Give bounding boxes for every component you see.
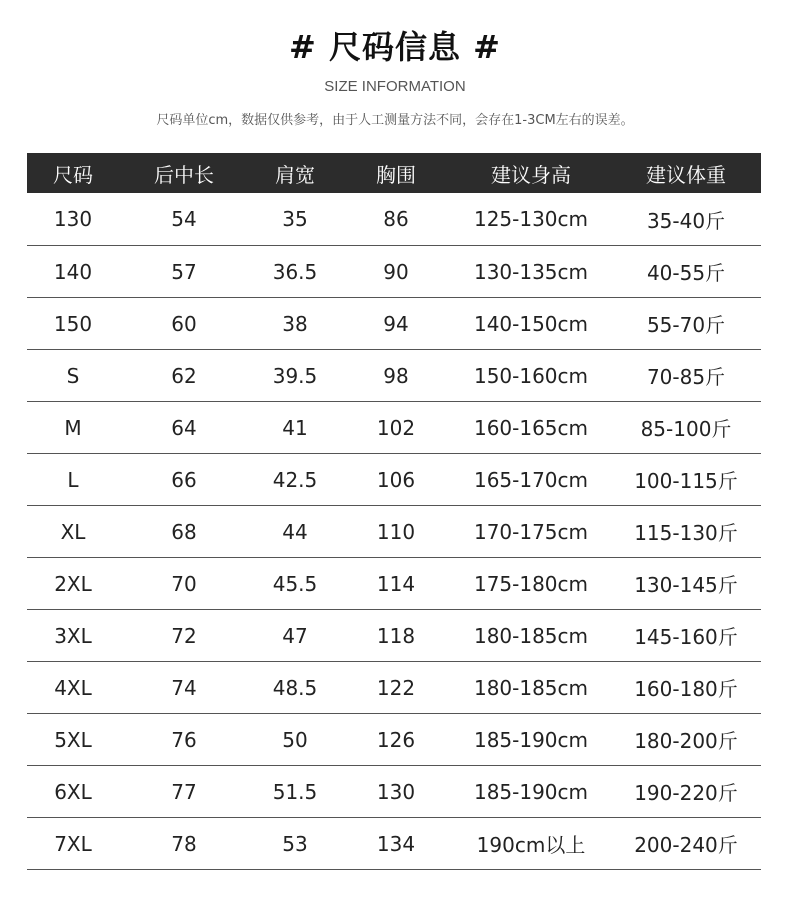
table-cell: 40-55斤: [611, 246, 761, 298]
table-cell: 110: [341, 506, 451, 558]
column-header: 建议体重: [611, 153, 761, 193]
table-cell: 60: [119, 298, 249, 350]
table-cell: 48.5: [249, 662, 341, 714]
table-cell: 2XL: [27, 558, 119, 610]
table-cell: M: [27, 402, 119, 454]
table-cell: 64: [119, 402, 249, 454]
table-cell: 118: [341, 610, 451, 662]
table-cell: 70: [119, 558, 249, 610]
table-cell: 7XL: [27, 818, 119, 870]
size-table: [27, 153, 761, 870]
table-cell: 57: [119, 246, 249, 298]
table-cell: 180-185cm: [451, 662, 611, 714]
table-cell: 45.5: [249, 558, 341, 610]
table-header-row: [27, 153, 761, 193]
table-cell: 180-185cm: [451, 610, 611, 662]
table-row: [27, 662, 761, 714]
table-row: [27, 193, 761, 246]
column-header: 尺码: [27, 153, 119, 193]
table-cell: 36.5: [249, 246, 341, 298]
table-row: [27, 818, 761, 870]
table-cell: 3XL: [27, 610, 119, 662]
table-cell: 53: [249, 818, 341, 870]
table-cell: 102: [341, 402, 451, 454]
table-row: [27, 402, 761, 454]
table-cell: 165-170cm: [451, 454, 611, 506]
page-subtitle: SIZE INFORMATION: [324, 78, 466, 95]
table-cell: 68: [119, 506, 249, 558]
table-cell: 180-200斤: [611, 714, 761, 766]
table-cell: 41: [249, 402, 341, 454]
table-cell: 72: [119, 610, 249, 662]
table-cell: 185-190cm: [451, 714, 611, 766]
table-cell: 98: [341, 350, 451, 402]
table-cell: 39.5: [249, 350, 341, 402]
table-cell: 55-70斤: [611, 298, 761, 350]
table-cell: 42.5: [249, 454, 341, 506]
table-cell: 145-160斤: [611, 610, 761, 662]
table-cell: 90: [341, 246, 451, 298]
table-cell: 85-100斤: [611, 402, 761, 454]
table-cell: 130: [27, 193, 119, 246]
table-cell: 44: [249, 506, 341, 558]
table-cell: 51.5: [249, 766, 341, 818]
table-cell: 130-135cm: [451, 246, 611, 298]
table-cell: 170-175cm: [451, 506, 611, 558]
table-cell: 200-240斤: [611, 818, 761, 870]
table-cell: 185-190cm: [451, 766, 611, 818]
table-cell: 150: [27, 298, 119, 350]
table-cell: 126: [341, 714, 451, 766]
table-row: [27, 506, 761, 558]
table-cell: 4XL: [27, 662, 119, 714]
table-cell: S: [27, 350, 119, 402]
table-cell: 5XL: [27, 714, 119, 766]
page-title: # 尺码信息 #: [289, 28, 501, 66]
table-cell: 130: [341, 766, 451, 818]
table-row: [27, 298, 761, 350]
table-cell: 122: [341, 662, 451, 714]
table-cell: 190-220斤: [611, 766, 761, 818]
column-header: 胸围: [341, 153, 451, 193]
table-row: [27, 714, 761, 766]
table-cell: 35: [249, 193, 341, 246]
measurement-note: 尺码单位cm，数据仅供参考，由于人工测量方法不同，会存在1-3CM左右的误差。: [156, 113, 634, 128]
table-cell: 35-40斤: [611, 193, 761, 246]
table-cell: 160-165cm: [451, 402, 611, 454]
table-cell: XL: [27, 506, 119, 558]
table-row: [27, 610, 761, 662]
table-cell: 150-160cm: [451, 350, 611, 402]
column-header: 肩宽: [249, 153, 341, 193]
table-row: [27, 454, 761, 506]
table-cell: 47: [249, 610, 341, 662]
table-cell: 114: [341, 558, 451, 610]
table-row: [27, 766, 761, 818]
table-cell: 175-180cm: [451, 558, 611, 610]
table-cell: 125-130cm: [451, 193, 611, 246]
table-cell: 77: [119, 766, 249, 818]
table-cell: 115-130斤: [611, 506, 761, 558]
table-cell: 62: [119, 350, 249, 402]
table-cell: 134: [341, 818, 451, 870]
table-cell: 106: [341, 454, 451, 506]
table-cell: 50: [249, 714, 341, 766]
table-cell: 190cm以上: [451, 818, 611, 870]
table-cell: 66: [119, 454, 249, 506]
table-cell: 86: [341, 193, 451, 246]
table-cell: 38: [249, 298, 341, 350]
table-cell: 74: [119, 662, 249, 714]
table-cell: 140-150cm: [451, 298, 611, 350]
table-row: [27, 246, 761, 298]
table-cell: L: [27, 454, 119, 506]
table-cell: 160-180斤: [611, 662, 761, 714]
table-cell: 94: [341, 298, 451, 350]
column-header: 建议身高: [451, 153, 611, 193]
table-cell: 70-85斤: [611, 350, 761, 402]
table-cell: 76: [119, 714, 249, 766]
table-cell: 100-115斤: [611, 454, 761, 506]
table-body: [27, 193, 761, 870]
table-cell: 6XL: [27, 766, 119, 818]
column-header: 后中长: [119, 153, 249, 193]
table-row: [27, 350, 761, 402]
table-cell: 78: [119, 818, 249, 870]
table-row: [27, 558, 761, 610]
table-cell: 54: [119, 193, 249, 246]
table-cell: 140: [27, 246, 119, 298]
table-cell: 130-145斤: [611, 558, 761, 610]
